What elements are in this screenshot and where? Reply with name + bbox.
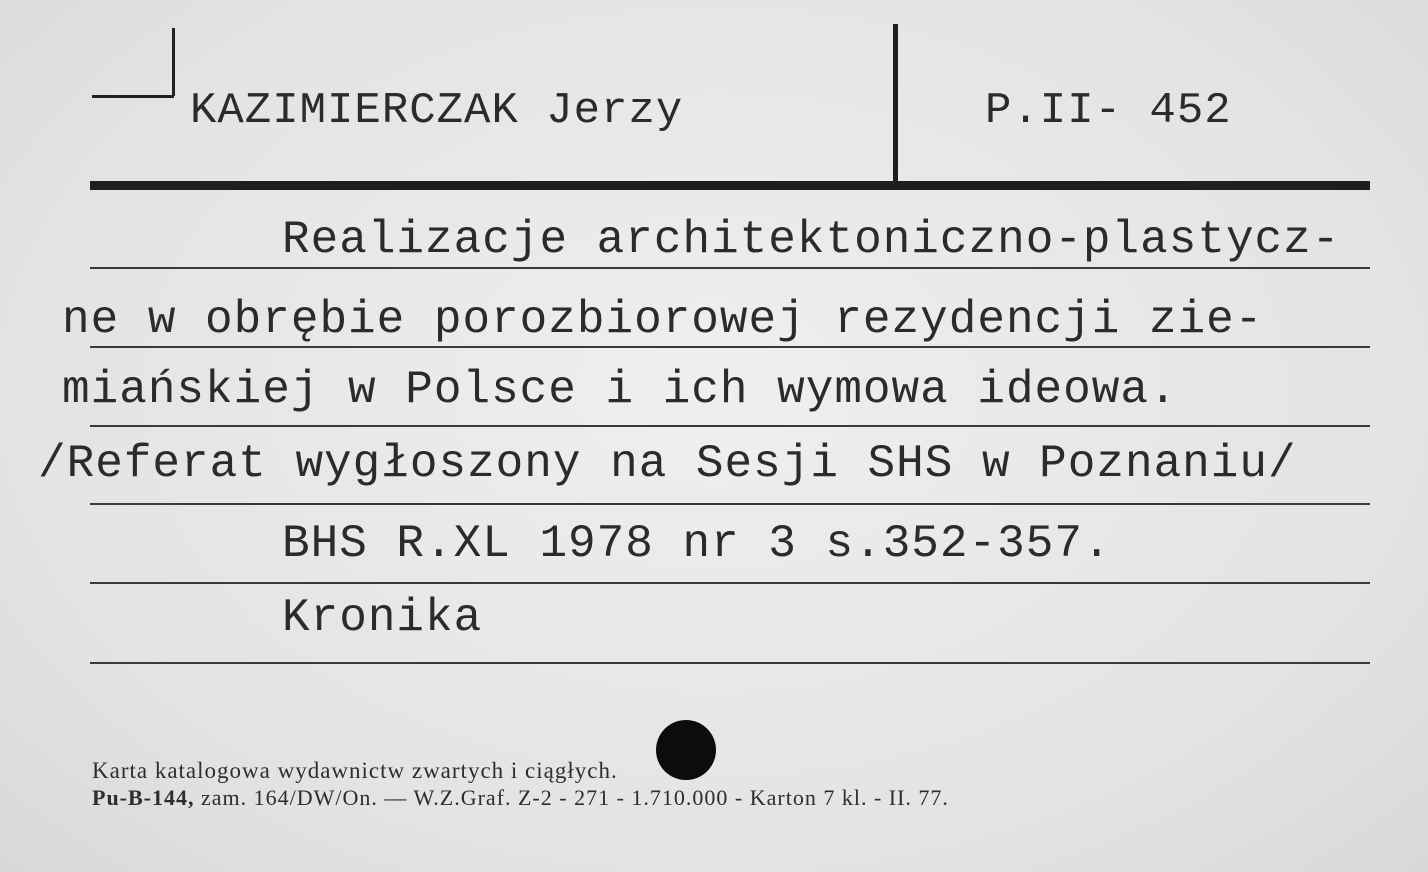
ruled-line bbox=[90, 346, 1370, 348]
author-heading: KAZIMIERCZAK Jerzy bbox=[190, 86, 684, 136]
corner-mark-horizontal bbox=[92, 95, 174, 98]
ruled-line bbox=[90, 503, 1370, 505]
title-line-3: miańskiej w Polsce i ich wymowa ideowa. bbox=[62, 364, 1178, 416]
imprint-details: zam. 164/DW/On. — W.Z.Graf. Z-2 - 271 - 1.710.000 - Karton 7 kl. - II. 77. bbox=[194, 785, 949, 810]
title-line-1: Realizacje architektoniczno-plastycz- bbox=[282, 214, 1341, 266]
punch-hole bbox=[656, 720, 716, 780]
section-label: Kronika bbox=[282, 592, 483, 644]
form-code: Pu-B-144, bbox=[92, 785, 195, 810]
printer-imprint bbox=[92, 785, 949, 811]
header-rule bbox=[90, 181, 1370, 190]
header-divider bbox=[893, 24, 898, 182]
corner-mark-vertical bbox=[172, 28, 175, 96]
citation-line: BHS R.XL 1978 nr 3 s.352-357. bbox=[282, 518, 1112, 570]
card-form-title: Karta katalogowa wydawnictw zwartych i ciągłych. bbox=[92, 758, 618, 783]
ruled-line bbox=[90, 267, 1370, 269]
title-line-2: ne w obrębie porozbiorowej rezydencji zie- bbox=[62, 294, 1264, 346]
note-line: /Referat wygłoszony na Sesji SHS w Poznaniu/ bbox=[38, 438, 1297, 490]
ruled-line bbox=[90, 425, 1370, 427]
shelfmark: P.II- 452 bbox=[985, 86, 1232, 136]
ruled-line bbox=[90, 582, 1370, 584]
ruled-line bbox=[90, 662, 1370, 664]
